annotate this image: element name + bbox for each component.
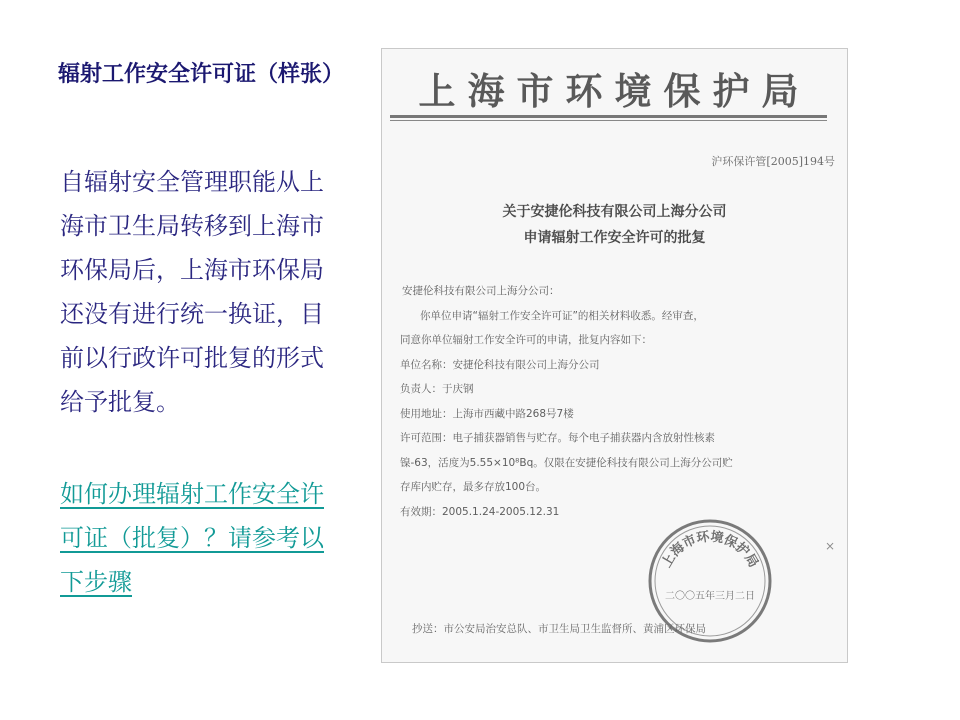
- page-title: 辐射工作安全许可证（样张）: [58, 62, 345, 87]
- document-line: 有效期：2005.1.24-2005.12.31: [400, 505, 560, 518]
- seal-text: 上海市环境保护局: [659, 529, 761, 571]
- document-line: 负责人：于庆钢: [400, 383, 474, 395]
- document-body: [400, 279, 830, 524]
- document-line: 许可范围：电子捕获器销售与贮存。每个电子捕获器内含放射性核素: [400, 432, 715, 444]
- document-subject: [382, 199, 847, 251]
- subject-line-2: 申请辐射工作安全许可的批复: [523, 230, 706, 246]
- document-reference-number: 沪环保许管[2005]194号: [711, 155, 835, 168]
- header-rule: [390, 115, 827, 118]
- seal-date: 二〇〇五年三月二日: [665, 591, 755, 602]
- document-line: 使用地址：上海市西藏中路268号7楼: [400, 407, 574, 420]
- svg-text:上海市环境保护局: [659, 529, 760, 571]
- body-paragraph: 自辐射安全管理职能从上海市卫生局转移到上海市环保局后，上海市环保局还没有进行统一换证，目前以行政许可批复的形式给予批复。: [60, 168, 324, 416]
- document-line: 镍-63，活度为5.55×10⁸Bq。仅限在安捷伦科技有限公司上海分公司贮: [400, 456, 733, 469]
- procedure-link[interactable]: 如何办理辐射工作安全许可证（批复）？请参考以下步骤: [60, 480, 324, 596]
- document-line: 单位名称：安捷伦科技有限公司上海分公司: [400, 358, 600, 371]
- subject-line-1: 关于安捷伦科技有限公司上海分公司: [502, 204, 727, 220]
- document-footer: 抄送：市公安局治安总队、市卫生局卫生监督所、黄浦区环保局: [412, 623, 706, 635]
- document-line: 存库内贮存，最多存放100台。: [400, 481, 547, 493]
- license-document-image: [381, 48, 848, 663]
- document-line: 你单位申请“辐射工作安全许可证”的相关材料收悉。经审查，: [420, 309, 704, 322]
- document-mark: ×: [824, 539, 835, 553]
- document-line: 同意你单位辐射工作安全许可的申请，批复内容如下：: [400, 334, 652, 346]
- document-header: 上海市环境保护局: [418, 69, 811, 113]
- document-line: 安捷伦科技有限公司上海分公司：: [402, 285, 560, 297]
- header-rule-thin: [390, 120, 827, 121]
